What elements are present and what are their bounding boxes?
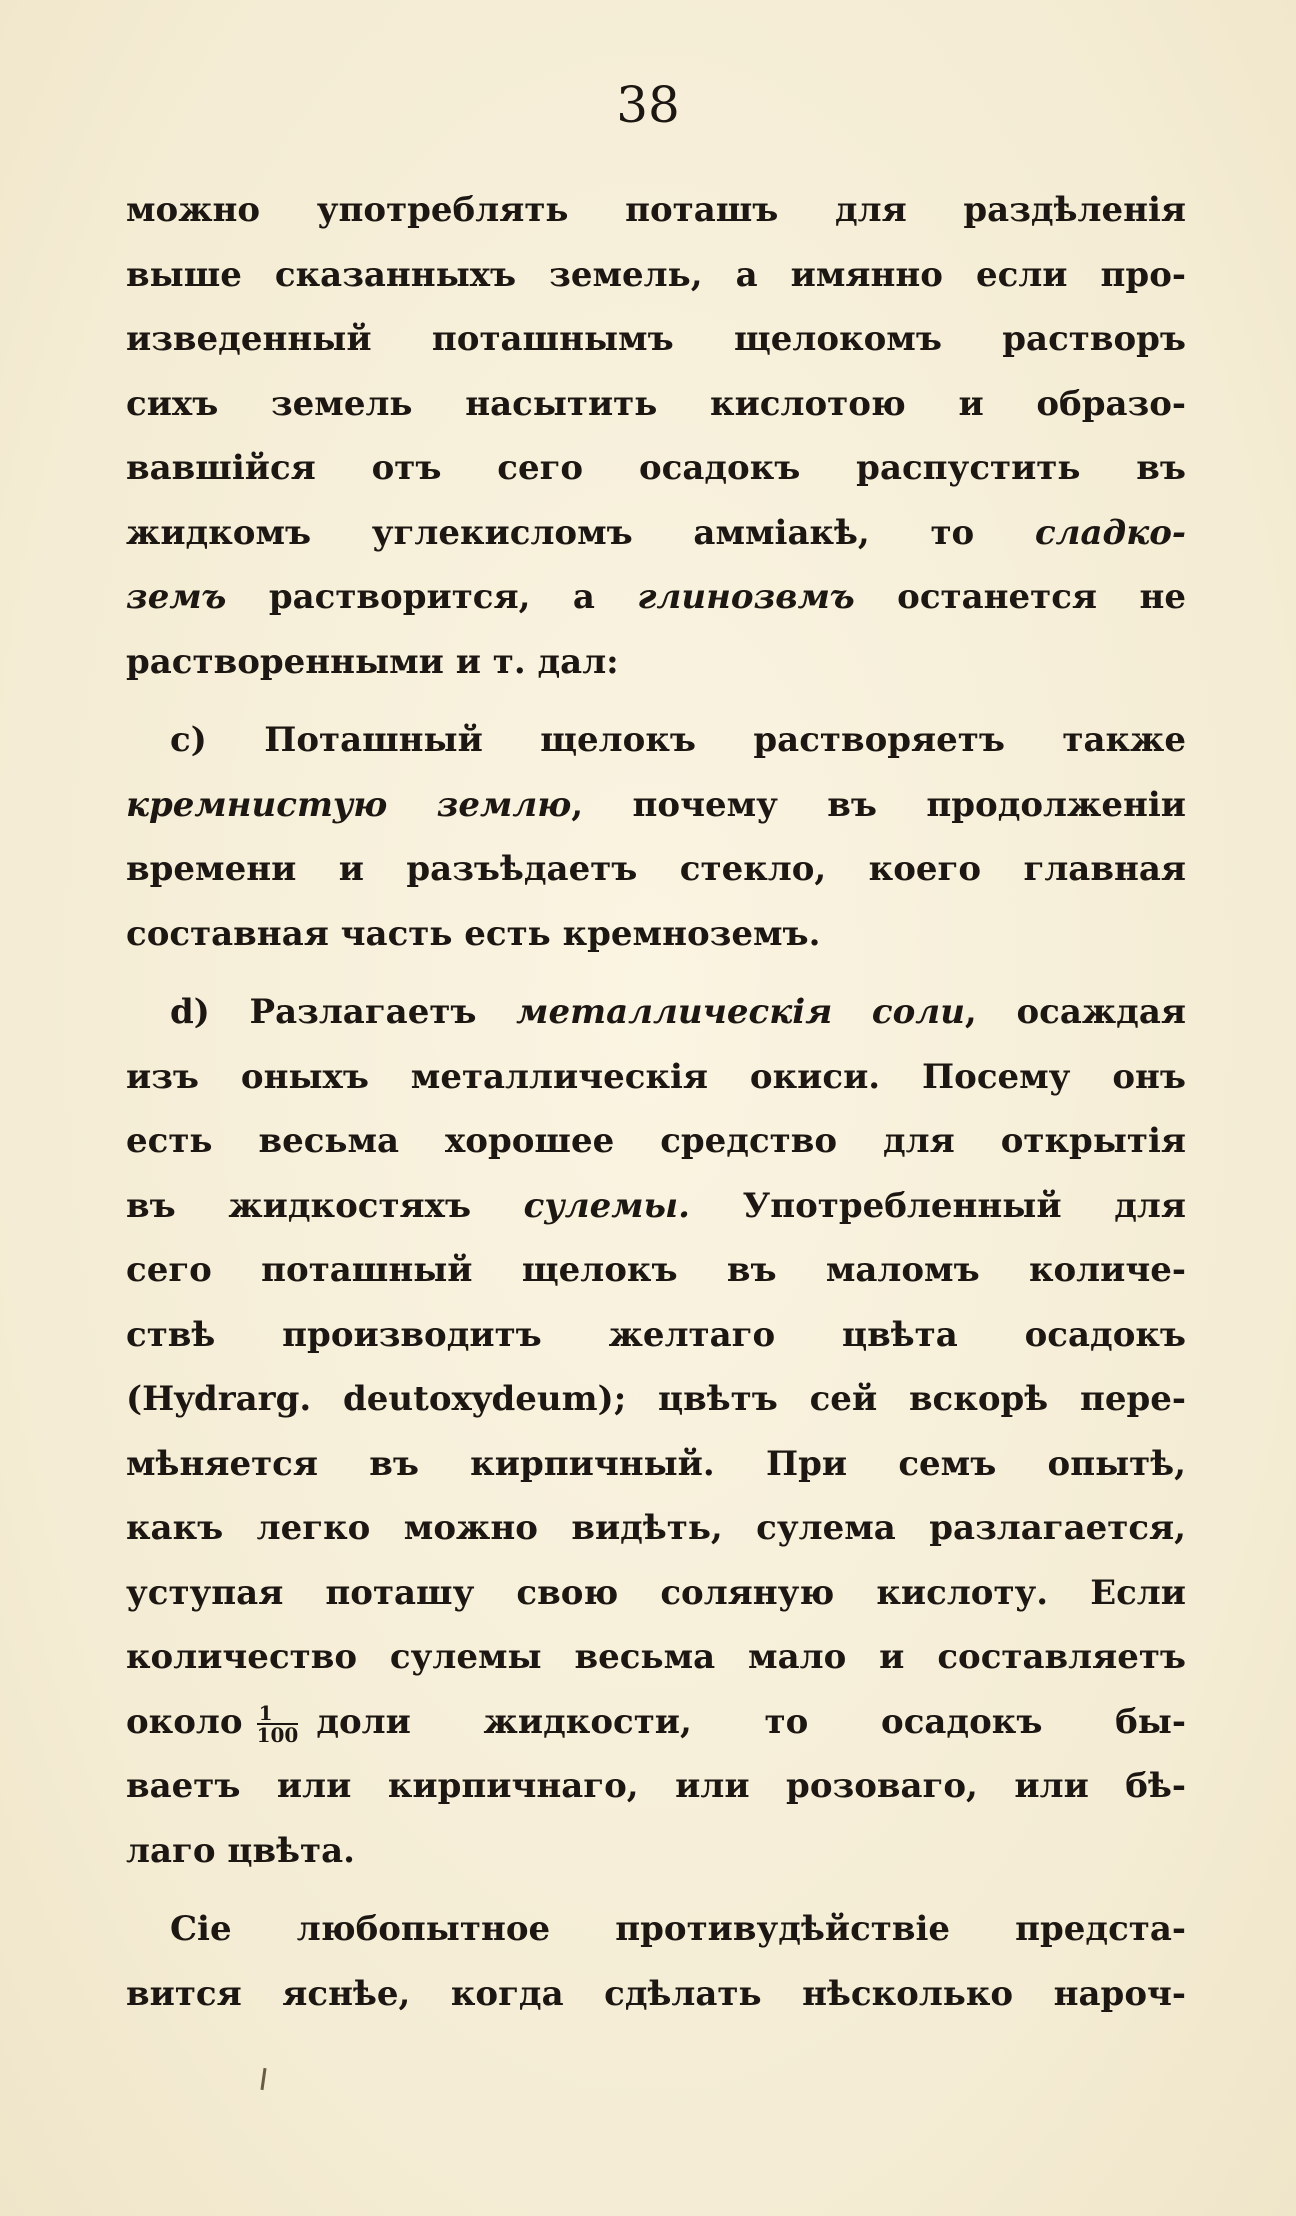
italic-term: глинозвмъ xyxy=(637,577,855,617)
text-line: сихъ земель насытить кислотою и образо- xyxy=(126,383,1186,424)
text-line: можно употреблять поташъ для раздѣленія xyxy=(126,190,1186,230)
text-run: около xyxy=(126,1701,243,1742)
italic-term: кремнистую землю xyxy=(126,784,572,825)
text-line: количество сулемы весьма мало и составляетъ xyxy=(126,1637,1186,1677)
italic-term: сулемы. xyxy=(523,1185,690,1226)
italic-term: сладко- xyxy=(1034,512,1186,553)
text-line: растворенными и т. дал: xyxy=(126,641,619,682)
text-run: растворится, а xyxy=(226,577,638,617)
text-line: составная часть есть кремноземъ. xyxy=(126,913,821,954)
text-line: изведенный поташнымъ щелокомъ растворъ xyxy=(126,319,1186,359)
paragraph-c-line: c) Поташный щелокъ растворяетъ также xyxy=(170,720,1186,760)
text-line: изъ оныхъ металлическія окиси. Посему онъ xyxy=(126,1056,1186,1097)
text-line: (Hydrarg. deutoxydeum); цвѣтъ сей вскорѣ пере- xyxy=(126,1379,1186,1419)
text-run: жидкомъ углекисломъ амміакѣ, то xyxy=(126,512,1035,553)
fraction-denominator: 100 xyxy=(256,1722,299,1747)
text-run: , почему въ продолженіи xyxy=(571,784,1186,825)
text-run: d) Разлагаетъ xyxy=(170,992,517,1032)
text-line: ствѣ производитъ желтаго цвѣта осадокъ xyxy=(126,1314,1186,1355)
italic-term: металлическія соли xyxy=(516,992,965,1032)
text-line: лаго цвѣта. xyxy=(126,1830,355,1871)
text-line: мѣняется въ кирпичный. При семъ опытѣ, xyxy=(126,1443,1186,1484)
text-line xyxy=(126,1690,1186,1755)
fraction-numerator: 1 xyxy=(257,1703,299,1725)
text-line: сего поташный щелокъ въ маломъ количе- xyxy=(126,1250,1186,1290)
text-line: какъ легко можно видѣть, сулема разлагается, xyxy=(126,1508,1186,1548)
page-number: 38 xyxy=(616,76,680,134)
italic-term: земъ xyxy=(126,577,227,617)
text-line: уступая поташу свою соляную кислоту. Если xyxy=(126,1572,1186,1613)
text-line: вится яснѣе, когда сдѣлать нѣсколько нароч- xyxy=(126,1973,1186,2014)
text-run: въ жидкостяхъ xyxy=(126,1185,524,1226)
body-text xyxy=(126,178,1186,2026)
ink-mark xyxy=(260,2068,266,2090)
text-line: есть весьма хорошее средство для открытія xyxy=(126,1121,1186,1161)
text-line xyxy=(126,1174,1186,1239)
text-line: времени и разъѣдаетъ стекло, коего главная xyxy=(126,849,1186,889)
text-line: выше сказанныхъ земель, а имянно если про- xyxy=(126,254,1186,295)
text-line xyxy=(126,565,1186,630)
text-run: доли жидкости, то осадокъ бы- xyxy=(316,1701,1186,1742)
text-line xyxy=(126,501,1186,566)
text-line: вавшійся отъ сего осадокъ распустить въ xyxy=(126,448,1186,488)
text-run: останется не xyxy=(854,577,1187,617)
text-run: Употребленный для xyxy=(689,1185,1186,1226)
fraction xyxy=(256,1700,299,1747)
paragraph-line: Сіе любопытное противудѣйствіе предста- xyxy=(170,1909,1186,1949)
text-line: ваетъ или кирпичнаго, или розоваго, или бѣ- xyxy=(126,1766,1186,1806)
paragraph-d-line xyxy=(126,980,1186,1045)
text-run: , осаждая xyxy=(964,992,1186,1032)
text-line xyxy=(126,773,1186,838)
